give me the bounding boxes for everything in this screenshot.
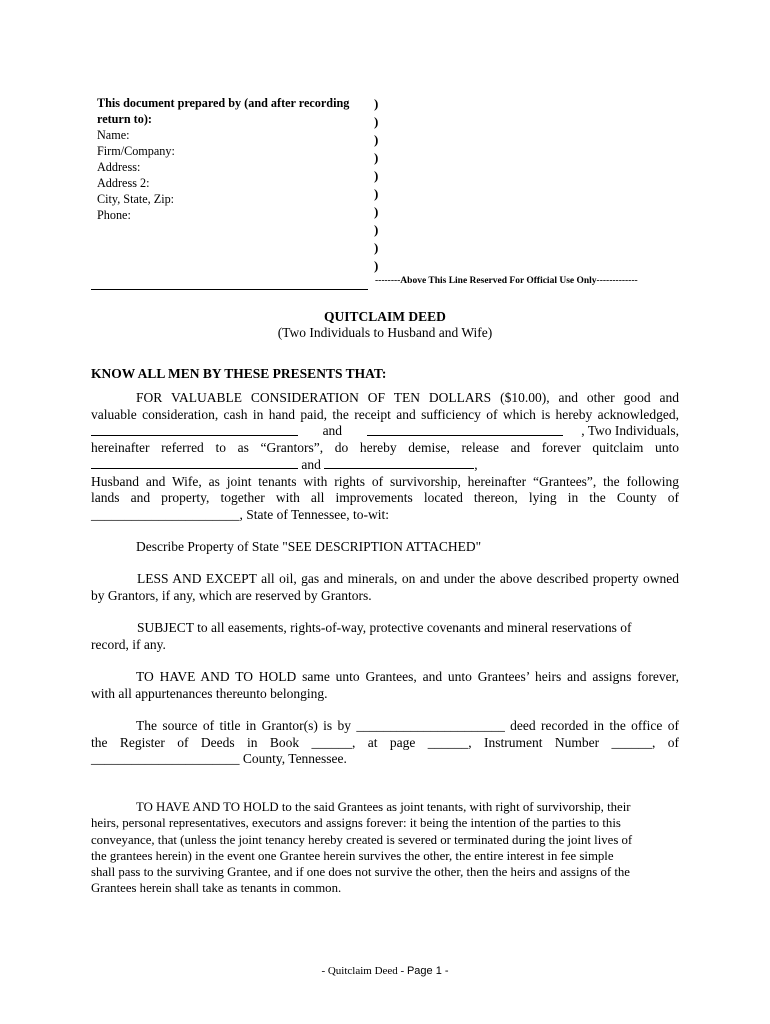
habendum-paragraph xyxy=(91,669,679,702)
source-line-1: The source of title in Grantor(s) is by ______________________ deed recorded in the office of xyxy=(136,718,679,733)
grantors-line: hereinafter referred to as “Grantors”, do hereby demise, release and forever quitclaim unto xyxy=(91,439,679,455)
address-field-label: Address: xyxy=(97,160,141,174)
subject-paragraph xyxy=(91,620,679,653)
grantor2-blank xyxy=(367,423,563,436)
paren: ) xyxy=(374,186,379,201)
source-line-2: the Register of Deeds in Book ______, at page ______, Instrument Number ______, of xyxy=(91,734,679,750)
footer-doc-name: - Quitclaim Deed - xyxy=(321,965,407,977)
paren: ) xyxy=(374,204,379,219)
consideration-line-1: FOR VALUABLE CONSIDERATION OF TEN DOLLARS ($10.00), and other good and xyxy=(136,390,679,405)
less-except-line-1: LESS AND EXCEPT all oil, gas and minerals, on and under the above described property owned xyxy=(137,571,679,586)
less-except-line-2: by Grantors, if any, which are reserved by Grantors. xyxy=(91,587,372,603)
subject-line-2: record, if any. xyxy=(91,636,166,652)
subject-line-1: SUBJECT to all easements, rights-of-way, protective covenants and mineral reservations of xyxy=(137,620,632,635)
joint-line-4: the grantees herein) in the event one Grantee herein survives the other, the entire interest in fee simple xyxy=(91,848,614,863)
grantee1-blank xyxy=(91,456,298,469)
lands-line: lands and property, together with all improvements located thereon, lying in the County of xyxy=(91,490,679,505)
joint-tenancy-paragraph xyxy=(91,799,679,897)
grantee-tail: , xyxy=(474,457,478,472)
prepared-by-heading: This document prepared by (and after recording xyxy=(97,96,350,110)
joint-line-5: shall pass to the surviving Grantee, and if one does not survive the other, then the heirs and assigns of the xyxy=(91,865,630,880)
paren: ) xyxy=(374,114,379,129)
footer-page-number: Page 1 - xyxy=(406,965,449,977)
paren: ) xyxy=(374,240,379,255)
page-footer xyxy=(0,965,770,977)
property-description: Describe Property of State "SEE DESCRIPTION ATTACHED" xyxy=(136,539,482,554)
parenthesis-column xyxy=(374,95,378,275)
name-field-label: Name: xyxy=(97,128,130,142)
paren: ) xyxy=(374,96,379,111)
grantor-tail: , Two Individuals, xyxy=(581,423,679,438)
document-title: QUITCLAIM DEED xyxy=(324,309,446,324)
paren: ) xyxy=(374,150,379,165)
joint-line-3: conveyance, that (unless the joint tenancy hereby created is severed or terminated during the joint lives of xyxy=(91,832,633,847)
city-state-zip-field-label: City, State, Zip: xyxy=(97,192,175,206)
know-all-heading: KNOW ALL MEN BY THESE PRESENTS THAT: xyxy=(91,366,387,381)
paren: ) xyxy=(374,168,379,183)
paren: ) xyxy=(374,222,379,237)
joint-line-2: heirs, personal representatives, executors and assigns forever: it being the intention of the parties to this xyxy=(91,816,621,831)
consideration-paragraph xyxy=(91,390,679,523)
paren: ) xyxy=(374,258,379,273)
grantor-and: and xyxy=(322,423,343,438)
habendum-line-2: with all appurtenances thereunto belonging. xyxy=(91,685,328,701)
grantor-names-line xyxy=(91,423,679,440)
less-except-paragraph xyxy=(91,571,679,604)
source-line-3: ______________________ County, Tennessee. xyxy=(91,751,347,766)
grantee-and: and xyxy=(301,457,321,472)
document-subtitle: (Two Individuals to Husband and Wife) xyxy=(277,325,493,340)
grantee2-blank xyxy=(324,456,474,469)
grantee-names-line xyxy=(91,456,679,474)
source-of-title-paragraph xyxy=(91,718,679,768)
joint-line-6: Grantees herein shall take as tenants in common. xyxy=(91,881,342,896)
grantor1-blank xyxy=(91,423,298,436)
prepared-by-heading-cont: return to): xyxy=(97,112,152,126)
paren: ) xyxy=(374,132,379,147)
consideration-line-2: valuable consideration, cash in hand paid, the receipt and sufficiency of which is hereby acknowledged, xyxy=(91,406,679,422)
official-use-notice: --------Above This Line Reserved For Official Use Only------------- xyxy=(375,276,638,286)
grantees-line: Husband and Wife, as joint tenants with rights of survivorship, hereinafter “Grantees”, the following xyxy=(91,473,679,489)
joint-line-1: TO HAVE AND TO HOLD to the said Grantees as joint tenants, with right of survivorship, their xyxy=(136,800,631,814)
firm-field-label: Firm/Company: xyxy=(97,144,175,158)
prepared-by-block xyxy=(97,95,349,223)
habendum-line-1: TO HAVE AND TO HOLD same unto Grantees, and unto Grantees’ heirs and assigns forever, xyxy=(136,669,679,684)
county-line: ______________________, State of Tennessee, to-wit: xyxy=(91,506,390,522)
address2-field-label: Address 2: xyxy=(97,176,150,190)
recording-divider-line xyxy=(91,289,368,290)
phone-field-label: Phone: xyxy=(97,208,131,222)
